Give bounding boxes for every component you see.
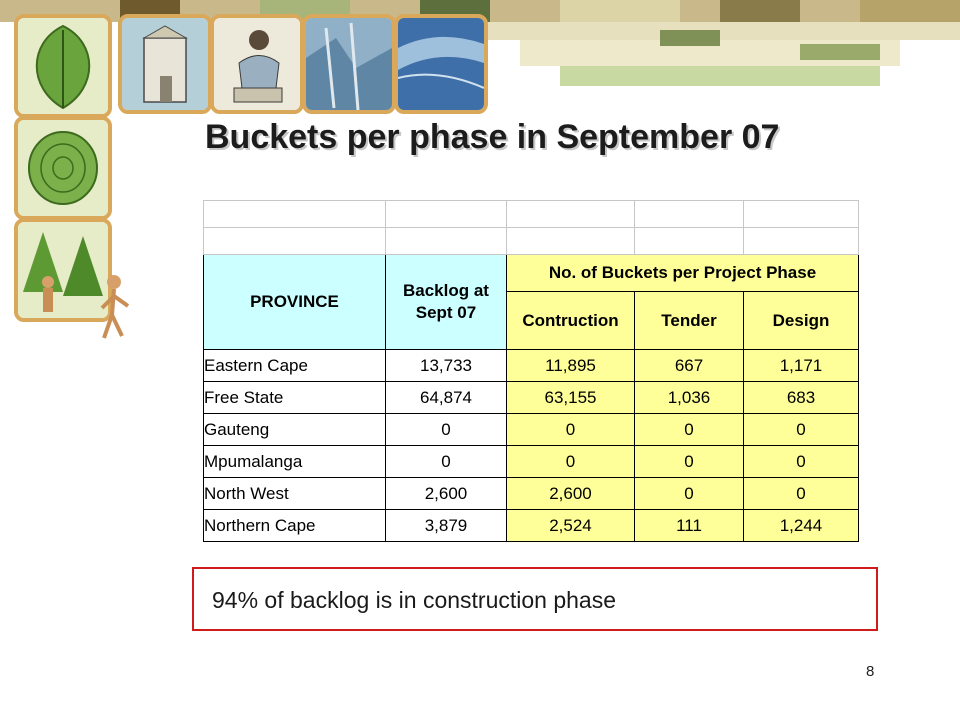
backlog-header-line1: Backlog at	[403, 281, 489, 300]
buckets-table	[203, 200, 859, 542]
construction-cell: 0	[507, 414, 635, 446]
backlog-cell: 64,874	[386, 382, 507, 414]
backlog-cell: 0	[386, 446, 507, 478]
table-row	[204, 446, 859, 478]
construction-cell: 2,524	[507, 510, 635, 542]
phase-header: No. of Buckets per Project Phase	[507, 255, 859, 292]
province-header: PROVINCE	[204, 255, 386, 350]
backlog-header-line2: Sept 07	[415, 303, 477, 322]
design-header: Design	[744, 292, 859, 350]
water-thumbnail	[302, 14, 396, 114]
table-row	[204, 478, 859, 510]
construction-cell: 63,155	[507, 382, 635, 414]
province-cell: North West	[204, 478, 386, 510]
province-cell: Northern Cape	[204, 510, 386, 542]
blank-row	[204, 228, 859, 255]
design-cell: 0	[744, 446, 859, 478]
design-cell: 0	[744, 478, 859, 510]
province-cell: Free State	[204, 382, 386, 414]
province-cell: Eastern Cape	[204, 350, 386, 382]
table-row	[204, 382, 859, 414]
province-cell: Gauteng	[204, 414, 386, 446]
table-row	[204, 414, 859, 446]
tender-cell: 667	[635, 350, 744, 382]
tender-cell: 0	[635, 478, 744, 510]
design-cell: 0	[744, 414, 859, 446]
table-row	[204, 510, 859, 542]
blank-row	[204, 201, 859, 228]
decorative-banner	[0, 0, 960, 120]
walking-figure-icon	[96, 270, 136, 340]
tender-header: Tender	[635, 292, 744, 350]
design-cell: 683	[744, 382, 859, 414]
tender-cell: 0	[635, 414, 744, 446]
tender-cell: 0	[635, 446, 744, 478]
construction-header: Contruction	[507, 292, 635, 350]
tree-trunk-icon	[14, 116, 112, 220]
design-cell: 1,171	[744, 350, 859, 382]
design-cell: 1,244	[744, 510, 859, 542]
tender-cell: 111	[635, 510, 744, 542]
tender-cell: 1,036	[635, 382, 744, 414]
province-cell: Mpumalanga	[204, 446, 386, 478]
summary-note-box	[192, 567, 878, 631]
person-washing-thumbnail	[210, 14, 304, 114]
slide-title: Buckets per phase in September 07	[205, 118, 780, 156]
construction-cell: 0	[507, 446, 635, 478]
river-thumbnail	[394, 14, 488, 114]
table-row	[204, 350, 859, 382]
backlog-cell: 13,733	[386, 350, 507, 382]
summary-note-text: 94% of backlog is in construction phase	[212, 587, 617, 613]
backlog-cell: 2,600	[386, 478, 507, 510]
construction-cell: 2,600	[507, 478, 635, 510]
page-number: 8	[866, 663, 875, 680]
backlog-cell: 0	[386, 414, 507, 446]
construction-cell: 11,895	[507, 350, 635, 382]
backlog-header	[386, 255, 507, 350]
building-thumbnail	[118, 14, 212, 114]
header-row	[204, 255, 859, 292]
leaf-icon	[14, 14, 112, 118]
backlog-cell: 3,879	[386, 510, 507, 542]
